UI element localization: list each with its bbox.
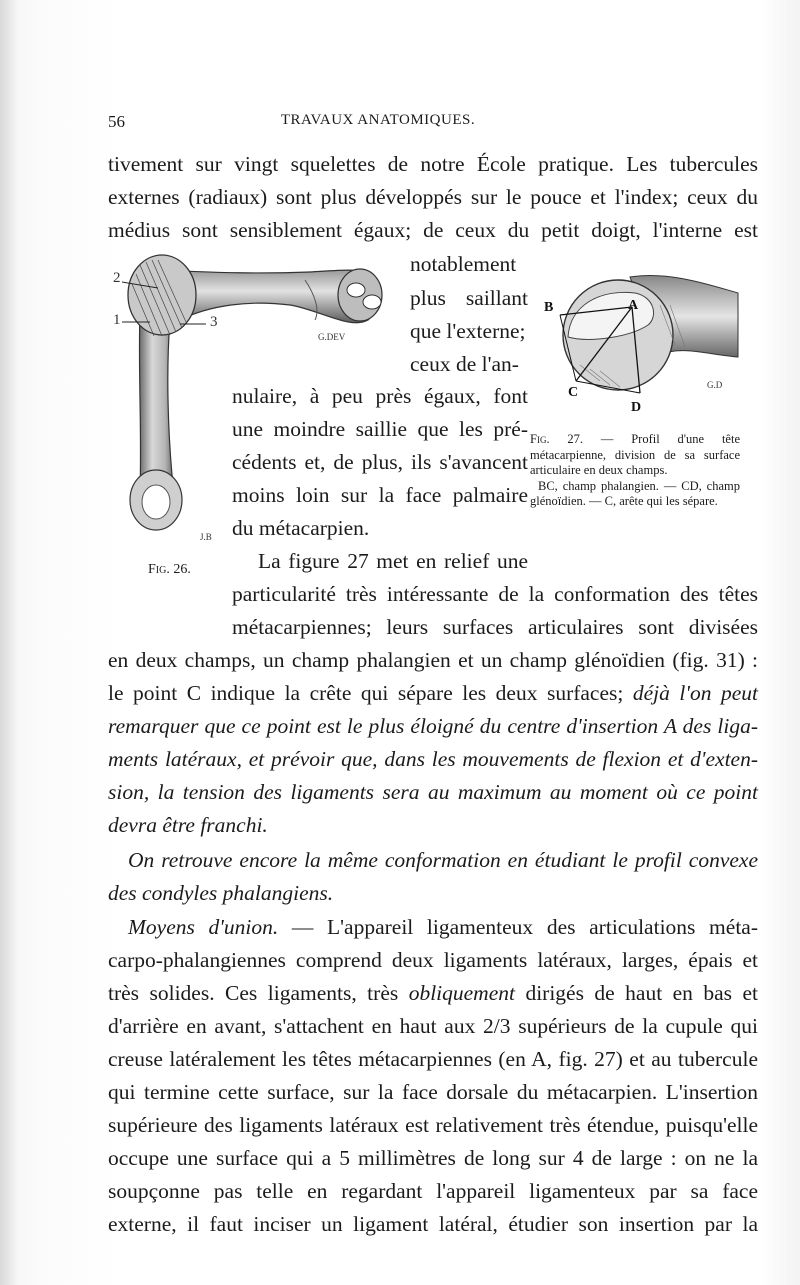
body-line-2: externes (radiaux) sont plus développés sur le pouce et l'index; ceux du	[108, 185, 758, 209]
wrap-line-11: particularité très intéressante de la conformation des têtes	[232, 582, 758, 606]
final-line-2-italic: obliquement	[408, 981, 515, 1005]
section-title: Moyens d'union.	[128, 915, 279, 939]
final-line-5: qui termine cette surface, sur la face dorsale du métacarpien. L'insertion	[108, 1080, 758, 1104]
fig26-marker-2: 2	[113, 270, 121, 286]
page-edge-shadow	[0, 0, 18, 1285]
body-line-5-roman: le point C indique la crête qui sépare les deux surfaces;	[108, 681, 633, 705]
body-line-5	[108, 679, 758, 707]
wrap-line-12: métacarpiennes; leurs surfaces articulaires sont divisées	[232, 615, 758, 639]
fig27-point-A: A	[628, 298, 639, 313]
body-line-4: en deux champs, un champ phalangien et un champ glénoïdien (fig. 31) :	[108, 648, 758, 672]
page-number: 56	[108, 112, 125, 131]
wrap-line-7: cédents et, de plus, ils s'avancent	[232, 450, 528, 474]
italic-line-4: devra être franchi.	[108, 813, 268, 837]
fig27-point-B: B	[544, 300, 554, 315]
wrap-line-1: notablement	[410, 252, 517, 276]
fig27-engraver-signature: G.D	[707, 380, 723, 390]
fig26-marker-3: 3	[210, 314, 218, 330]
fig26-initials: J.B	[200, 532, 212, 542]
wrap-line-10: La figure 27 met en relief une	[258, 549, 528, 573]
body-line-3: médius sont sensiblement égaux; de ceux du petit doigt, l'interne est	[108, 218, 758, 242]
fig27-caption	[530, 432, 740, 510]
fig26-engraver-signature: G.DEV	[318, 332, 346, 342]
wrap-line-4: ceux de l'an-	[410, 352, 519, 376]
final-line-8: soupçonne pas telle en regardant l'appareil ligamenteux par sa face	[108, 1179, 758, 1203]
wrap-line-9: du métacarpien.	[232, 516, 370, 540]
italic-line-3: sion, la tension des ligaments sera au maximum au moment où ce point	[108, 780, 758, 804]
italic-para2-line-2: des condyles phalangiens.	[108, 881, 334, 905]
wrap-line-8: moins loin sur la face palmaire	[232, 483, 528, 507]
final-line-2-b: dirigés de haut en bas et	[514, 981, 759, 1005]
fig27-point-D: D	[631, 400, 642, 415]
fig27-caption-text-1: — Profil d'une tête métacarpienne, division de sa surface articulaire en deux champs.	[530, 432, 740, 477]
fig26-label: Fig. 26.	[148, 562, 191, 577]
fig27-caption-text-2: BC, champ phalangien. — CD, champ glénoïdien. — C, arête qui les sépare.	[530, 478, 740, 508]
italic-line-2: ments latéraux, et prévoir que, dans les mouvements de flexion et d'exten-	[108, 747, 758, 771]
fig27-caption-lead: Fig. 27.	[530, 432, 584, 446]
wrap-line-5: nulaire, à peu près égaux, font	[232, 384, 528, 408]
wrap-line-6: une moindre saillie que les pré-	[232, 417, 528, 441]
final-line-3: d'arrière en avant, s'attachent en haut aux 2/3 supérieurs de la cupule qui	[108, 1014, 758, 1038]
page-header	[108, 112, 758, 134]
body-line-5-italic: déjà l'on peut	[632, 681, 758, 705]
italic-para2-line-1: On retrouve encore la même conformation en étudiant le profil convexe	[128, 848, 758, 872]
final-line-9: externe, il faut inciser un ligament latéral, étudier son insertion par la	[108, 1212, 758, 1236]
final-line-2-a: très solides. Ces ligaments, très	[108, 981, 409, 1005]
wrap-line-3: que l'externe;	[410, 319, 526, 343]
italic-line-1: remarquer que ce point est le plus éloigné du centre d'insertion A des liga-	[108, 714, 758, 738]
fig26-marker-1: 1	[113, 312, 121, 328]
final-line-1: carpo-phalangiennes comprend deux ligaments latéraux, larges, épais et	[108, 948, 758, 972]
final-line-6: supérieure des ligaments latéraux est relativement très étendue, puisqu'elle	[108, 1113, 758, 1137]
fig27-point-C: C	[568, 385, 579, 400]
section-title-text: — L'appareil ligamenteux des articulations méta-	[278, 915, 759, 939]
final-line-4: creuse latéralement les têtes métacarpiennes (en A, fig. 27) et au tubercule	[108, 1047, 758, 1071]
final-line-2	[108, 979, 758, 1007]
final-line-7: occupe une surface qui a 5 millimètres de long sur 4 de large : on ne la	[108, 1146, 758, 1170]
wrap-line-2: plus saillant	[410, 286, 528, 310]
body-line-1: tivement sur vingt squelettes de notre École pratique. Les tubercules	[108, 152, 758, 176]
running-title: TRAVAUX ANATOMIQUES.	[280, 112, 476, 128]
section-moyens-d-union	[128, 913, 758, 941]
